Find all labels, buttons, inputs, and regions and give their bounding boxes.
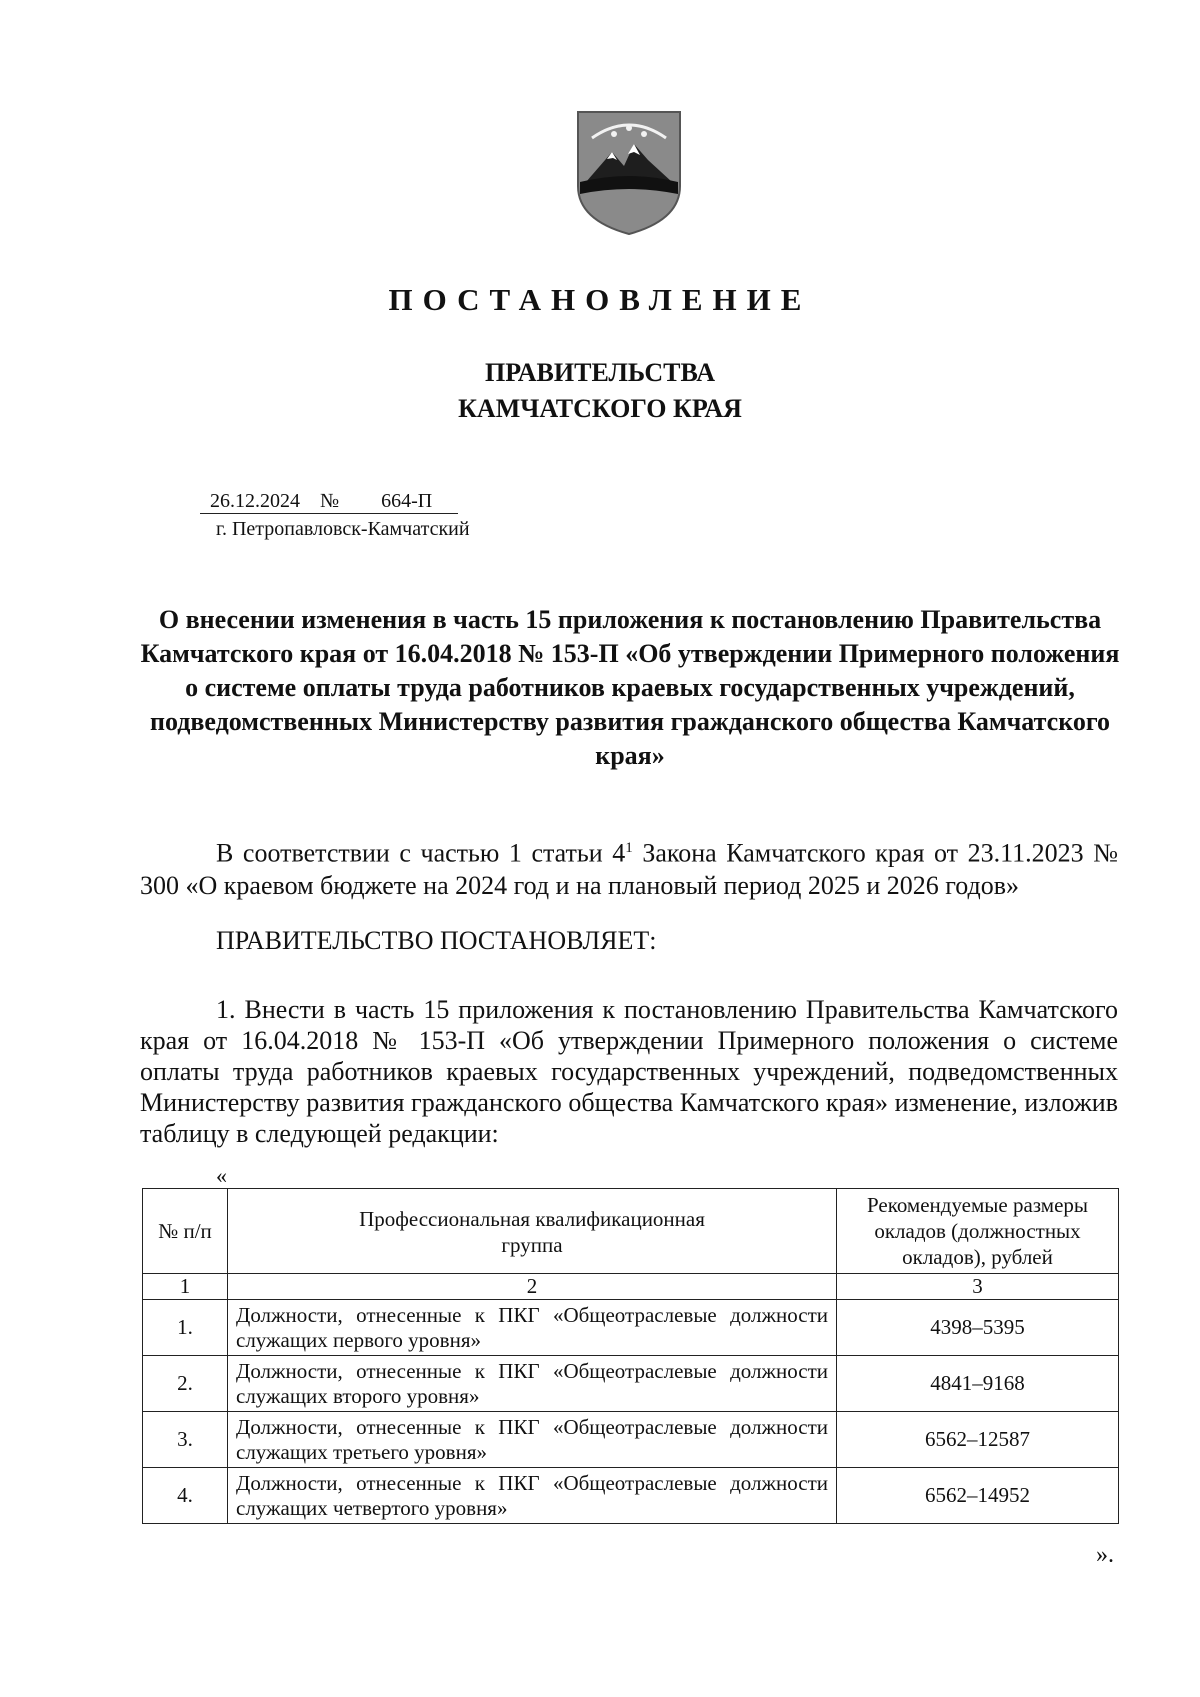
row-group: Должности, отнесенные к ПКГ «Общеотраслевые должности служащих четвертого уровня» bbox=[228, 1468, 837, 1524]
col-number-2: 2 bbox=[228, 1274, 837, 1300]
row-num: 2. bbox=[143, 1356, 228, 1412]
table-column-numbers bbox=[143, 1274, 1119, 1300]
row-num: 1. bbox=[143, 1300, 228, 1356]
quote-open: « bbox=[216, 1163, 227, 1188]
issuer-block bbox=[0, 355, 1200, 427]
row-group: Должности, отнесенные к ПКГ «Общеотраслевые должности служащих второго уровня» bbox=[228, 1356, 837, 1412]
table-header-row bbox=[143, 1189, 1119, 1274]
row-salary: 6562–12587 bbox=[837, 1412, 1119, 1468]
preamble-text-1: В соответствии с частью 1 статьи 4 bbox=[216, 838, 626, 868]
date-number-line bbox=[200, 490, 458, 514]
table-row bbox=[143, 1468, 1119, 1524]
row-group: Должности, отнесенные к ПКГ «Общеотраслевые должности служащих третьего уровня» bbox=[228, 1412, 837, 1468]
row-num: 4. bbox=[143, 1468, 228, 1524]
col-number-3: 3 bbox=[837, 1274, 1119, 1300]
document-subject: О внесении изменения в часть 15 приложения к постановлению Правительства Камчатского края от 16.04.2018 № 153-П «Об утверждении Примерного положения о системе оплаты труда работников краевых государственных учреждений, подведомственных Министерству развития гражданского общества Камчатского края» bbox=[140, 605, 1120, 770]
header-group: Профессиональная квалификационная группа bbox=[228, 1189, 837, 1274]
preamble-superscript: 1 bbox=[625, 840, 633, 856]
issuer-line-2: КАМЧАТСКОГО КРАЯ bbox=[458, 394, 742, 423]
row-salary: 4398–5395 bbox=[837, 1300, 1119, 1356]
table-row bbox=[143, 1356, 1119, 1412]
row-group: Должности, отнесенные к ПКГ «Общеотраслевые должности служащих первого уровня» bbox=[228, 1300, 837, 1356]
preamble-text-2: Закона Камчатского края от 23.11.2023 № 300 «О краевом бюджете на 2024 год и на плановый период 2025 и 2026 годов» bbox=[140, 838, 1118, 900]
document-title: ПОСТАНОВЛЕНИЕ bbox=[388, 282, 812, 317]
kamchatka-coat-of-arms-icon bbox=[574, 108, 684, 238]
item-1: 1. Внести в часть 15 приложения к постановлению Правительства Камчатского края от 16.04.2018 № 153-П «Об утверждении Примерного положения о системе оплаты труда работников краевых государственных учреждений, подведомственных Министерству развития гражданского общества Камчатского края» изменение, изложив таблицу в следующей редакции: bbox=[140, 995, 1118, 1148]
quote-close: ». bbox=[1096, 1542, 1114, 1568]
salary-table bbox=[142, 1188, 1119, 1524]
issuer-line-1: ПРАВИТЕЛЬСТВА bbox=[485, 358, 715, 387]
decree-line: ПРАВИТЕЛЬСТВО ПОСТАНОВЛЯЕТ: bbox=[216, 926, 657, 955]
header-salary: Рекомендуемые размеры окладов (должностных окладов), рублей bbox=[837, 1189, 1119, 1274]
row-salary: 6562–14952 bbox=[837, 1468, 1119, 1524]
header-num: № п/п bbox=[143, 1189, 228, 1274]
preamble bbox=[140, 832, 1118, 902]
row-num: 3. bbox=[143, 1412, 228, 1468]
document-number: 664-П bbox=[349, 490, 458, 514]
city: г. Петропавловск-Камчатский bbox=[216, 518, 470, 540]
row-salary: 4841–9168 bbox=[837, 1356, 1119, 1412]
table-row bbox=[143, 1412, 1119, 1468]
col-number-1: 1 bbox=[143, 1274, 228, 1300]
table-row bbox=[143, 1300, 1119, 1356]
document-date: 26.12.2024 bbox=[200, 490, 310, 514]
number-label: № bbox=[310, 490, 349, 514]
